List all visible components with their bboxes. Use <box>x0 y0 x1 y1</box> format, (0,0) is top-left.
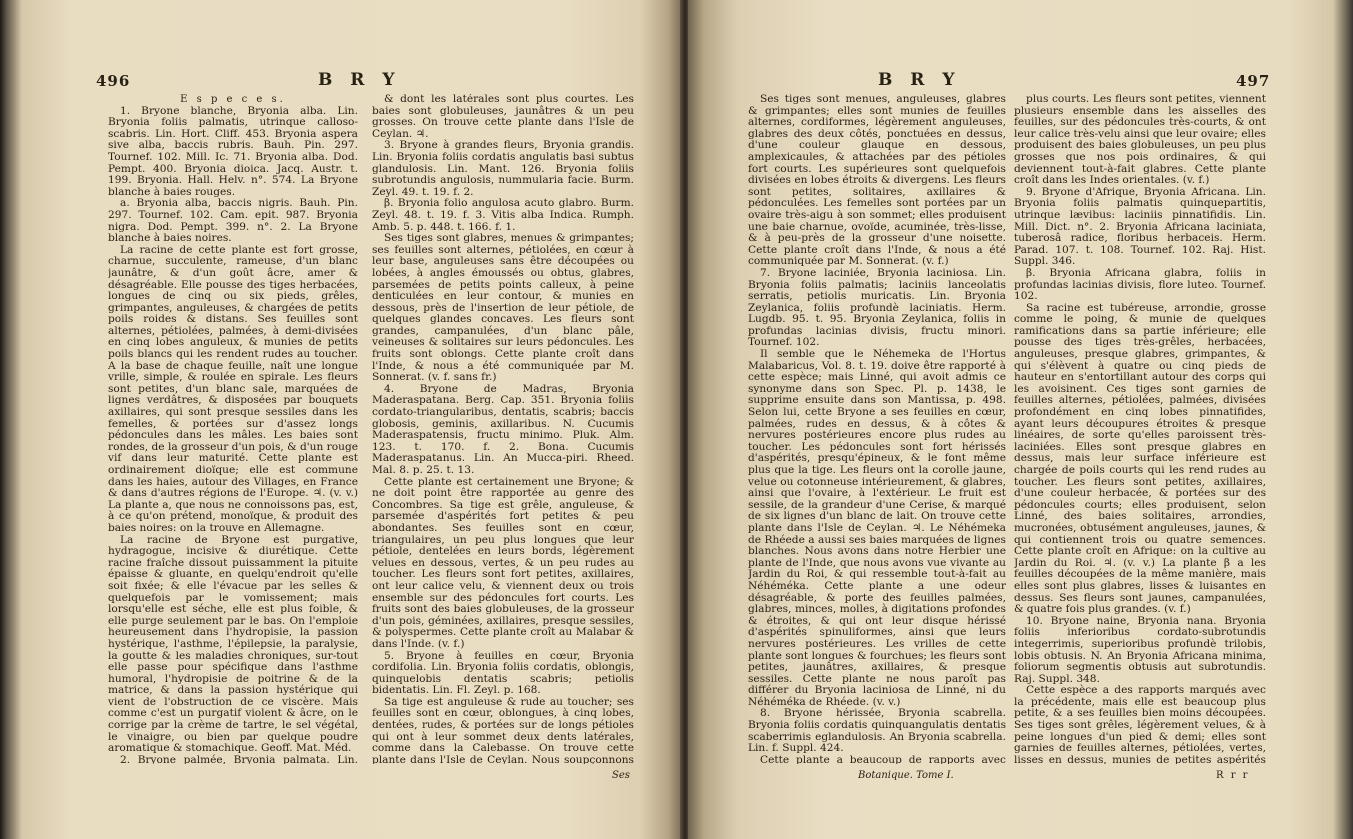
paragraph: 5. Bryone à feuilles en cœur, Bryonia cordifolia. Lin. Bryonia foliis cordatis, oblongis, quinquelobis dentatis scabris; petiolis bidentatis. Lin. Fl. Zeyl. p. 168. <box>372 649 634 697</box>
paragraph: 1. Bryone blanche, Bryonia alba. Lin. Bryonia foliis palmatis, utrinque calloso-scabris. Lin. Hort. Cliff. 453. Bryonia aspera sive alba, baccis rubris. Bauh. Pin. 297. Tournef. 102. Mill. Ic. 71. Bryonia alba. Dod. Pempt. 400. Bryonia dioica. Jacq. Austr. t. 199. Bryonia. Hall. Helv. n°. 574. La Bryone blanche à baies rouges. <box>108 104 358 198</box>
page-footer-signature: Botanique. Tome I. <box>858 770 954 781</box>
right-page <box>688 0 1353 839</box>
paragraph: Cette plante a beaucoup de rapports avec <box>760 753 1006 764</box>
right-column-2 <box>1014 94 1266 764</box>
left-column-2 <box>372 94 634 764</box>
paragraph: 4. Bryone de Madras, Bryonia Maderaspatana. Berg. Cap. 351. Bryonia foliis cordato-triangularibus, dentatis, scabris; baccis globosis, geminis, axillaribus. N. Cucumis Maderaspatensis, fructu minimo. Pluk. Alm. 123. t. 170. f. 2. Bona. Cucumis Maderaspatanus. Lin. An Mucca-piri. Rheed. Mal. 8. p. 25. t. 13. <box>372 382 634 476</box>
paragraph: β. Bryonia Africana glabra, foliis in profundas lacinias divisis, flore luteo. Tournef. 102. <box>1014 266 1266 303</box>
paragraph: Il semble que le Néhemeka de l'Hortus Malabaricus, Vol. 8. t. 19. doive être rapporté à cette espèce; mais Linné, qui avoit admis ce synonyme dans son Spec. Pl. p. 1438, le supprime ensuite dans son Mantissa, p. 498. Selon lui, cette Bryone a ses feuilles en cœur, palmées, rudes en dessus, & à côtes & nervures postérieures encore plus rudes au toucher. Les pédoncules sont fort hérissés d'aspérités, presqu'épineux, & le font même plus que la tige. Les fleurs ont la corolle jaune, velue ou cotonneuse intérieurement, & glabres, ainsi que l'ovaire, à l'extérieur. Le fruit est sessile, de la grandeur d'une Cerise, & marqué de six lignes d'un blanc de lait. On trouve cette plante dans l'Isle de Ceylan. ♃. Le Néhémeka de Rhéede a aussi ses baies marquées de lignes blanches. Nous avons dans notre Herbier une plante de l'Inde, que nous avons vue vivante au Jardin du Roi, & qui ressemble tout-à-fait au Néhéméka. Cette plante a une odeur désagréable, & porte des feuilles palmées, glabres, minces, molles, à digitations profondes & étroites, & qui ont leur disque hérissé d'aspérités spinuliformes, ainsi que leurs nervures postérieures. Les vrilles de cette plante sont longues & fourchues; les fleurs sont petites, jaunâtres, axillaires, & presque sessiles. Cette plante ne nous paroît pas différer du Bryonia laciniosa de Linné, ni du Néhéméka de Rhéede. (v. v.) <box>748 348 1006 708</box>
paragraph: Ses tiges sont menues, anguleuses, glabres & grimpantes; elles sont munies de feuilles alternes, cordiformes, légèrement anguleuses, glabres des deux côtés, ponctuées en dessus, d'une couleur glauque en dessous, amplexicaules, & attachées par des pétioles fort courts. Les supérieures sont quelquefois divisées en lobes étroits & divergens. Les fleurs sont petites, solitaires, axillaires & pédonculées. Les femelles sont portées par un ovaire très-aigu à son sommet; elles produisent une baie charnue, ovoïde, acuminée, très-lisse, & à peu-près de la grosseur d'une noisette. Cette plante croît dans l'Inde, & nous a été communiquée par M. Sonnerat. (v. f.) <box>748 94 1006 268</box>
catchword-left: Ses <box>612 770 630 781</box>
left-column-1 <box>108 94 358 764</box>
paragraph: a. Bryonia alba, baccis nigris. Bauh. Pin. 297. Tournef. 102. Cam. epit. 987. Bryonia nigra. Dod. Pempt. 399. n°. 2. La Bryone blanche à baies noires. <box>108 197 358 245</box>
section-heading: E s p e c e s. <box>180 94 286 105</box>
paragraph: β. Bryonia folio angulosa acuto glabro. Burm. Zeyl. 48. t. 19. f. 3. Vitis alba Indica. Rumph. Amb. 5. p. 448. t. 166. f. 1. <box>372 197 634 233</box>
paragraph: Cette espèce a des rapports marqués avec la précédente, mais elle est beaucoup plus petite, & a ses feuilles bien moins découpées. Ses tiges sont grêles, légèrement velues, & à peine longues d'un pied & demi; elles sont garnies de feuilles alternes, pétiolées, vertes, lisses en dessus, munies de petites aspérités <box>1014 684 1266 764</box>
paragraph: Ses tiges sont glabres, menues & grimpantes; ses feuilles sont alternes, pétiolées, en cœur à leur base, anguleuses sans être découpées ou lobées, à angles émoussés ou obtus, glabres, parsemées de petits points calleux, à peine denticulées en leur contour, & munies en dessous, près de l'insertion de leur pétiole, de quelques glandes concaves. Les fleurs sont grandes, campanulées, d'un blanc pâle, veineuses & solitaires sur leurs pédoncules. Les fruits sont oblongs. Cette plante croît dans l'Inde, & nous a été communiquée par M. Sonnerat. (v. f. sans fr.) <box>372 232 634 384</box>
paragraph: 3. Bryone à grandes fleurs, Bryonia grandis. Lin. Bryonia foliis cordatis angulatis basi subtus glandulosis. Lin. Mant. 126. Bryonia foliis subrotundis angulosis, nummularia facie. Burm. Zeyl. 49. t. 19. f. 2. <box>372 139 634 198</box>
paragraph: & dont les latérales sont plus courtes. Les baies sont globuleuses, jaunâtres & un peu grosses. On trouve cette plante dans l'Isle de Ceylan. ♃. <box>372 94 634 140</box>
paragraph: plus courts. Les fleurs sont petites, viennent plusieurs ensemble dans les aisselles des feuilles, sur des pédoncules très-courts, & ont leur calice très-velu ainsi que leur ovaire; elles produisent des baies globuleuses, un peu plus grosses que nos pois ordinaires, & qui deviennent tout-à-fait glabres. Cette plante croît dans les Indes orientales. (v. f.) <box>1014 94 1266 187</box>
page-number-right: 497 <box>1236 72 1271 90</box>
page-number-left: 496 <box>96 72 131 90</box>
paragraph: 10. Bryone naine, Bryonia nana. Bryonia foliis inferioribus cordato-subrotundis integerrimis, superioribus profundè trilobis, lobis obtusis. N. An Bryonia Africana minima, foliorum segmentis obtusis aut subrotundis. Raj. Suppl. 348. <box>1014 614 1266 685</box>
paragraph: 8. Bryone hérissée, Bryonia scabrella. Bryonia foliis cordatis quinquangulatis dentatis scaberrimis eglandulosis. An Bryonia scabrella. Lin. f. Suppl. 424. <box>748 707 1006 755</box>
running-head-left: B R Y <box>318 70 401 90</box>
paragraph: Sa tige est anguleuse & rude au toucher; ses feuilles sont en cœur, oblongues, à cinq lobes, dentées, rudes, & portées sur de longs pétioles qui ont à leur sommet deux dents latérales, comme dans la Calebasse. On trouve cette plante dans l'Isle de Ceylan. Nous soupçonnons <box>372 695 634 764</box>
paragraph: Sa racine est tubéreuse, arrondie, grosse comme le poing, & munie de quelques ramifications dans sa partie inférieure; elle pousse des tiges très-grêles, herbacées, anguleuses, presque glabres, grimpantes, & qui s'élèvent à quatre ou cinq pieds de hauteur en s'entortillant autour des corps qui les avoisinent. Ces tiges sont garnies de feuilles alternes, pétiolées, palmées, divisées profondément en cinq lobes pinnatifides, ayant leurs découpures étroites & presque linéaires, de sorte qu'elles paroissent très-laciniées. Elles sont presque glabres en dessus, mais leur surface inférieure est chargée de poils courts qui les rend rudes au toucher. Les fleurs sont petites, axillaires, d'une couleur herbacée, & portées sur des pédoncules courts; elles produisent, selon Linné, des baies solitaires, arrondies, mucronées, obtusément anguleuses, jaunes, & qui contiennent trois ou quatre semences. Cette plante croît en Afrique: on la cultive au Jardin du Roi. ♃. (v. v.) La plante β a les feuilles découpées de la même manière, mais elles sont plus glabres, lisses & luisantes en dessus. Ses fleurs sont jaunes, campanulées, & quatre fois plus grandes. (v. f.) <box>1014 301 1266 616</box>
right-column-1 <box>748 94 1006 764</box>
running-head-right: B R Y <box>878 70 961 90</box>
paragraph: 9. Bryone d'Afrique, Bryonia Africana. Lin. Bryonia foliis palmatis quinquepartitis, utrinque lævibus: laciniis pinnatifidis. Lin. Mill. Dict. n°. 2. Bryonia Africana laciniata, tuberosâ radice, floribus herbaceis. Herm. Parad. 107. t. 108. Tournef. 102. Raj. Hist. Suppl. 346. <box>1014 185 1266 268</box>
paragraph: La racine de cette plante est fort grosse, charnue, succulente, rameuse, d'un blanc jaunâtre, & d'un goût âcre, amer & désagréable. Elle pousse des tiges herbacées, longues de cinq ou six pieds, grêles, grimpantes, anguleuses, & chargées de petits poils roides & distans. Ses feuilles sont alternes, pétiolées, palmées, à demi-divisées en cinq lobes anguleux, & munies de petits poils blancs qui les rendent rudes au toucher. A la base de chaque feuille, naît une longue vrille, simple, & roulée en spirale. Les fleurs sont petites, d'un blanc sale, marquées de lignes verdâtres, & disposées par bouquets axillaires, qui sont presque sessiles dans les femelles, & portées sur d'assez longs pédoncules dans les mâles. Les baies sont rondes, de la grosseur d'un pois, & d'un rouge vif dans leur maturité. Cette plante est ordinairement dioïque; elle est commune dans les haies, autour des Villages, en France & dans d'autres régions de l'Europe. ♃. (v. v.) La plante a, que nous ne connoissons pas, est, à ce qu'on prétend, monoïque, & produit des baies noires: on la trouve en Allemagne. <box>108 243 358 534</box>
paragraph: 2. Bryone palmée, Bryonia palmata. Lin. <box>120 753 358 764</box>
paragraph: Cette plante est certainement une Bryone; & ne doit point être rapportée au genre des Concombres. Sa tige est grêle, anguleuse, & parsemée d'aspérités fort petites & peu abondantes. Ses feuilles sont en cœur, triangulaires, un peu plus longues que leur pétiole, dentelées en leurs bords, légèrement velues en dessous, vertes, & un peu rudes au toucher. Les fleurs sont fort petites, axillaires, ont leur calice velu, & viennent deux ou trois ensemble sur des pédoncules fort courts. Les fruits sont des baies globuleuses, de la grosseur d'un pois, géminées, axillaires, presque sessiles, & polyspermes. Cette plante croît au Malabar & dans l'Inde. (v. f.) <box>372 475 634 650</box>
paragraph: 7. Bryone laciniée, Bryonia laciniosa. Lin. Bryonia foliis palmatis; laciniis lanceolatis serratis, petiolis muricatis. Lin. Bryonia Zeylanica, foliis profundè laciniatis. Herm. Lugdb. 95. t. 95. Bryonia Zeylanica, foliis in profundas lacinias divisis, fructu minori. Tournef. 102. <box>748 266 1006 349</box>
paragraph: La racine de Bryone est purgative, hydragogue, incisive & diurétique. Cette racine fraîche dissout puissamment la pituite épaisse & gluante, en quelqu'endroit qu'elle soit fixée; & elle l'évacue par les selles & quelquefois par le vomissement; mais lorsqu'elle est séche, elle est plus foible, & elle purge seulement par le bas. On l'emploie heureusement dans l'hydropisie, la passion hystérique, l'asthme, l'épilepsie, la paralysie, la goutte & les maladies chroniques, sur-tout elle passe pour spécifique dans l'asthme humoral, l'hydropisie de poitrine & de la matrice, & dans la passion hystérique qui vient de l'obstruction de ce viscère. Mais comme c'est un purgatif violent & âcre, on le corrige par la crème de tartre, le sel végétal, le vinaigre, ou bien par quelque poudre aromatique & stomachique. Geoff. Mat. Méd. <box>108 533 358 755</box>
catchword-right: R r r <box>1216 770 1250 781</box>
